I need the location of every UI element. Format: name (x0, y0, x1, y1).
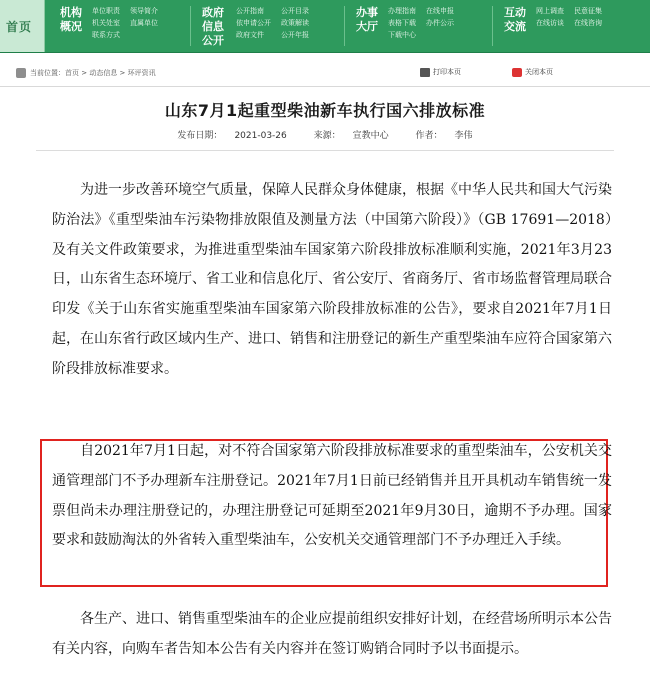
breadcrumb-separator: > (117, 69, 128, 77)
nav-home-tab[interactable] (0, 0, 45, 52)
breadcrumb-item-current[interactable]: 环评资讯 (127, 69, 156, 77)
breadcrumb-item-news[interactable]: 动态信息 (89, 69, 118, 77)
nav-link[interactable]: 在线申报 (426, 7, 454, 15)
title-divider (36, 150, 614, 151)
nav-link[interactable]: 公开目录 (281, 7, 309, 15)
article-paragraph: 各生产、进口、销售重型柴油车的企业应提前组织安排好计划，在经营场所明示本公告有关内容，向购车者告知本公告有关内容并在签订购销合同时予以书面提示。 (52, 611, 612, 657)
article-source: 宣教中心 (352, 131, 389, 141)
nav-group-title-interact[interactable]: 互动交流 (504, 6, 526, 33)
breadcrumb (30, 68, 156, 78)
breadcrumb-item-home[interactable]: 首页 (65, 69, 79, 77)
location-icon (16, 68, 26, 78)
article-title: 山东7月1起重型柴油新车执行国六排放标准 (164, 101, 486, 120)
author-label: 作者： (415, 131, 443, 141)
close-icon (512, 68, 522, 77)
nav-link[interactable]: 办理指南 (388, 7, 416, 15)
nav-link[interactable]: 公开年报 (281, 31, 309, 39)
breadcrumb-separator: > (79, 69, 90, 77)
nav-link[interactable]: 政策解读 (281, 19, 309, 27)
print-page-label: 打印本页 (433, 68, 461, 76)
nav-link[interactable]: 公开指南 (236, 7, 264, 15)
nav-divider (492, 6, 493, 46)
breadcrumb-bar (0, 60, 650, 87)
nav-link[interactable]: 机关处室 (92, 19, 120, 27)
nav-link[interactable]: 在线访谈 (536, 19, 564, 27)
nav-link[interactable]: 办件公示 (426, 19, 454, 27)
nav-link[interactable]: 联系方式 (92, 31, 120, 39)
nav-link[interactable]: 领导简介 (130, 7, 158, 15)
breadcrumb-prefix: 当前位置： (30, 69, 65, 77)
nav-group-title-service[interactable]: 办事大厅 (356, 6, 378, 33)
print-page-button[interactable] (420, 67, 461, 77)
nav-link[interactable]: 政府文件 (236, 31, 264, 39)
article-meta (0, 128, 650, 141)
close-page-label: 关闭本页 (525, 68, 553, 76)
nav-link[interactable]: 下载中心 (388, 31, 416, 39)
nav-home-label: 首页 (6, 20, 33, 34)
nav-link[interactable]: 单位职责 (92, 7, 120, 15)
nav-link[interactable]: 在线咨询 (574, 19, 602, 27)
nav-link[interactable]: 民意征集 (574, 7, 602, 15)
nav-group-title-info[interactable]: 政府信息公开 (202, 6, 224, 47)
article-paragraph-highlighted: 自2021年7月1日起，对不符合国家第六阶段排放标准要求的重型柴油车，公安机关交通管理部门不予办理新车注册登记。2021年7月1日前已经销售并且开具机动车销售统一发票但尚未办理注册登记的，办理注册登记可延期至2021年9月30日，逾期不予办理。国家要求和鼓励淘汰的外省转入重型柴油车，公安机关交通管理部门不予办理迁入手续。 (52, 443, 612, 549)
top-nav (0, 0, 650, 53)
date-label: 发布日期： (177, 131, 223, 141)
close-page-button[interactable] (512, 67, 553, 77)
nav-link[interactable]: 依申请公开 (236, 19, 271, 27)
nav-divider (344, 6, 345, 46)
nav-group-title-org[interactable]: 机构概况 (60, 6, 82, 33)
source-label: 来源： (313, 131, 341, 141)
publish-date: 2021-03-26 (234, 131, 287, 141)
nav-link[interactable]: 表格下载 (388, 19, 416, 27)
article-author: 李伟 (454, 131, 473, 141)
article-paragraph: 为进一步改善环境空气质量，保障人民群众身体健康，根据《中华人民共和国大气污染防治法》《重型柴油车污染物排放限值及测量方法（中国第六阶段）》（GB 17691—2018）及有关文件政策要求，为推进重型柴油车国家第六阶段排放标准顺利实施，2021年3月23日，山东省生态环境厅、省工业和信息化厅、省公安厅、省商务厅、省市场监督管理局联合印发《关于山东省实施重型柴油车国家第六阶段排放标准的公告》，要求自2021年7月1日起，在山东省行政区域内生产、进口、销售和注册登记的新生产重型柴油车应符合国家第六阶段排放标准要求。 (52, 182, 612, 377)
nav-link[interactable]: 直属单位 (130, 19, 158, 27)
printer-icon (420, 68, 430, 77)
nav-link[interactable]: 网上调查 (536, 7, 564, 15)
nav-divider (190, 6, 191, 46)
